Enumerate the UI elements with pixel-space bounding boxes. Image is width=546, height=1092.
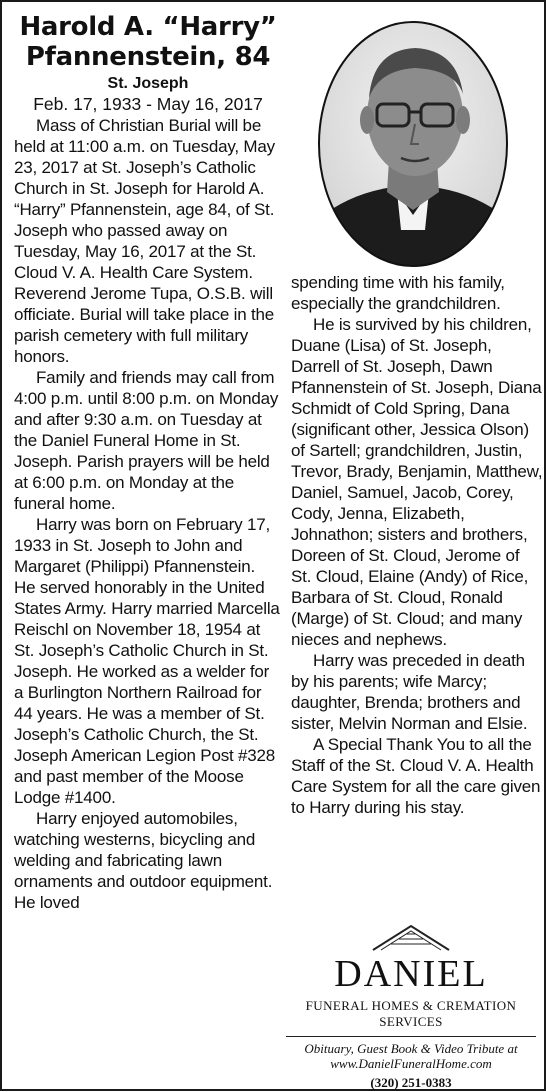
hometown: St. Joseph	[107, 75, 189, 92]
funeral-home-logo	[280, 924, 542, 1090]
name-line-1: Harold A. “Harry”	[19, 12, 277, 42]
life-dates: Feb. 17, 1933 - May 16, 2017	[33, 94, 263, 114]
funeral-home-phone: (320) 251-0383	[370, 1075, 452, 1090]
funeral-home-url[interactable]: www.DanielFuneralHome.com	[330, 1056, 492, 1071]
tribute-text: Obituary, Guest Book & Video Tribute at	[304, 1041, 518, 1056]
deceased-name	[14, 12, 282, 72]
survivors-paragraph: He is survived by his children, Duane (Lisa) of St. Joseph, Darrell of St. Joseph, Dawn Pfannenstein of St. Joseph, Diana Schmidt of Cold Spring, Dana (significant other, Jessica Olson) of Sartell; grandchildren, Justin, Trevor, Brady, Benjamin, Matthew, Daniel, Samuel, Jacob, Corey, Cody, Jenna, Elizabeth, Johnathon; sisters and brothers, Doreen of St. Cloud, Jerome of St. Cloud, Elaine (Andy) of Rice, Barbara of St. Cloud, Ronald (Marge) of St. Cloud; and many nieces and nephews.	[291, 315, 543, 649]
funeral-home-subtitle: FUNERAL HOMES & CREMATION SERVICES	[305, 998, 517, 1029]
name-line-2: Pfannenstein, 84	[25, 42, 271, 72]
thank-you-paragraph: A Special Thank You to all the Staff of the St. Cloud V. A. Health Care System for all the care given to Harry during his stay.	[291, 735, 541, 817]
hobbies-paragraph: Harry enjoyed automobiles, watching westerns, bicycling and welding and fabricating lawn ornaments and outdoor equipment. He loved	[14, 809, 273, 912]
right-column	[291, 272, 543, 818]
portrait-photo	[317, 20, 509, 268]
biography-paragraph: Harry was born on February 17, 1933 in St. Joseph to John and Margaret (Philippi) Pfannenstein. He served honorably in the United States Army. Harry married Marcella Reischl on November 18, 1954 at St. Joseph’s Catholic Church in St. Joseph. He worked as a welder for a Burlington Northern Railroad for 44 years. He was a member of St. Joseph’s Catholic Church, the St. Joseph American Legion Post #328 and past member of the Moose Lodge #1400.	[14, 515, 280, 807]
funeral-home-name: DANIEL	[334, 953, 488, 995]
visitation-paragraph: Family and friends may call from 4:00 p.m. until 8:00 p.m. on Monday and after 9:30 a.m. on Tuesday at the Daniel Funeral Home in St. Joseph. Parish prayers will be held at 6:00 p.m. on Monday at the funeral home.	[14, 368, 279, 513]
preceded-paragraph: Harry was preceded in death by his parents; wife Marcy; daughter, Brenda; brothers and sister, Melvin Norman and Elsie.	[291, 651, 528, 733]
roof-icon	[371, 924, 451, 952]
hobbies-continued-paragraph: spending time with his family, especially the grandchildren.	[291, 273, 505, 313]
left-column	[14, 115, 280, 913]
funeral-service-paragraph: Mass of Christian Burial will be held at 11:00 a.m. on Tuesday, May 23, 2017 at St. Joseph’s Catholic Church in St. Joseph for Harold A. “Harry” Pfannenstein, age 84, of St. Joseph who passed away on Tuesday, May 16, 2017 at the St. Cloud V. A. Health Care System. Reverend Jerome Tupa, O.S.B. will officiate. Burial will take place in the parish cemetery with full military honors.	[14, 116, 275, 366]
logo-divider	[286, 1036, 536, 1037]
